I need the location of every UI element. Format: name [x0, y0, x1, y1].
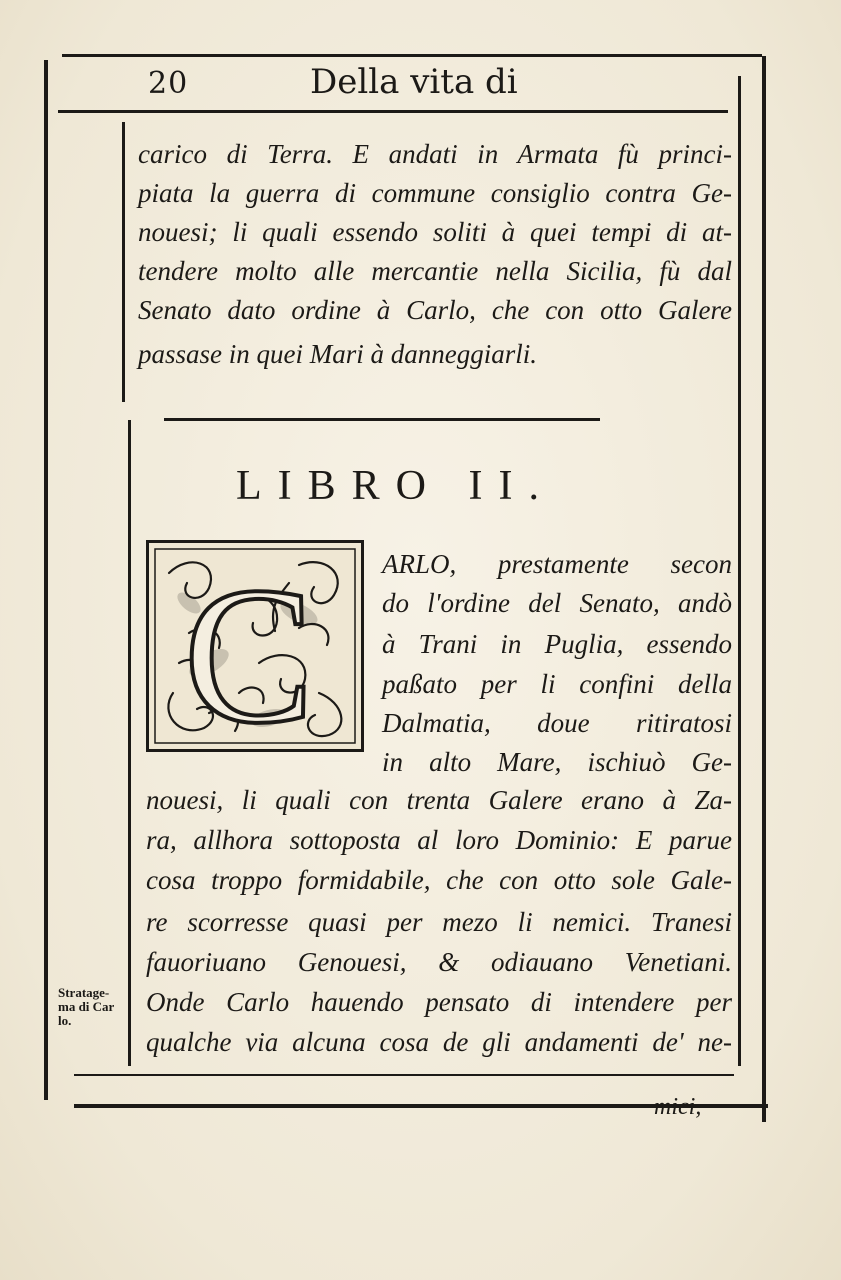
section-divider-rule: [164, 418, 600, 421]
text-line: nouesi; li quali essendo soliti à quei tempi di at-: [138, 217, 732, 247]
frame-left-rule: [44, 60, 48, 1100]
text-line: paßato per li confini della: [382, 669, 732, 699]
marginal-note: [58, 986, 130, 1028]
text-line: ra, allhora sottoposta al loro Dominio: E parue: [146, 825, 732, 855]
frame-top-rule: [62, 54, 762, 57]
foliage-ornament-icon: [149, 543, 361, 749]
text-line: cosa troppo formidabile, che con otto sole Gale-: [146, 865, 732, 895]
text-line: Onde Carlo hauendo pensato di intendere per: [146, 987, 732, 1017]
text-line: carico di Terra. E andati in Armata fù princi-: [138, 139, 732, 169]
marginal-note-line: lo.: [58, 1013, 72, 1028]
text-line: fauoriuano Genouesi, & odiauano Venetiani.: [146, 947, 732, 977]
text-line: do l'ordine del Senato, andò: [382, 588, 732, 618]
decorated-initial: [146, 540, 364, 752]
marginal-note-line: Stratage-: [58, 985, 110, 1000]
text-line: tendere molto alle mercantie nella Sicilia, fù dal: [138, 256, 732, 286]
running-title: Della vita di: [310, 62, 518, 102]
initial-letter: C: [183, 547, 315, 749]
text-line: qualche via alcuna cosa de gli andamenti de' ne-: [146, 1027, 732, 1057]
header-rule: [58, 110, 728, 113]
inner-left-rule-top: [122, 122, 125, 402]
text-line: ARLO, prestamente secon: [382, 549, 732, 579]
chapter-heading: LIBRO II.: [236, 463, 555, 509]
text-line: passase in quei Mari à danneggiarli.: [138, 339, 537, 369]
marginal-note-line: ma di Car: [58, 999, 115, 1014]
inner-left-rule-bottom: [128, 420, 131, 1066]
text-line: nouesi, li quali con trenta Galere erano à Za-: [146, 785, 732, 815]
text-line: Senato dato ordine à Carlo, che con otto Galere: [138, 295, 732, 325]
text-line: in alto Mare, ischiuò Ge-: [382, 747, 732, 777]
inner-right-rule: [738, 76, 741, 1066]
frame-right-rule: [762, 56, 766, 1122]
text-line: à Trani in Puglia, essendo: [382, 629, 732, 659]
text-line: piata la guerra di commune consiglio contra Ge-: [138, 178, 732, 208]
page-number: 20: [148, 66, 189, 101]
text-line: Dalmatia, doue ritiratosi: [382, 708, 732, 738]
text-line: re scorresse quasi per mezo li nemici. Tranesi: [146, 907, 732, 937]
catchword: mici,: [654, 1094, 702, 1120]
bottom-inner-rule: [74, 1074, 734, 1076]
